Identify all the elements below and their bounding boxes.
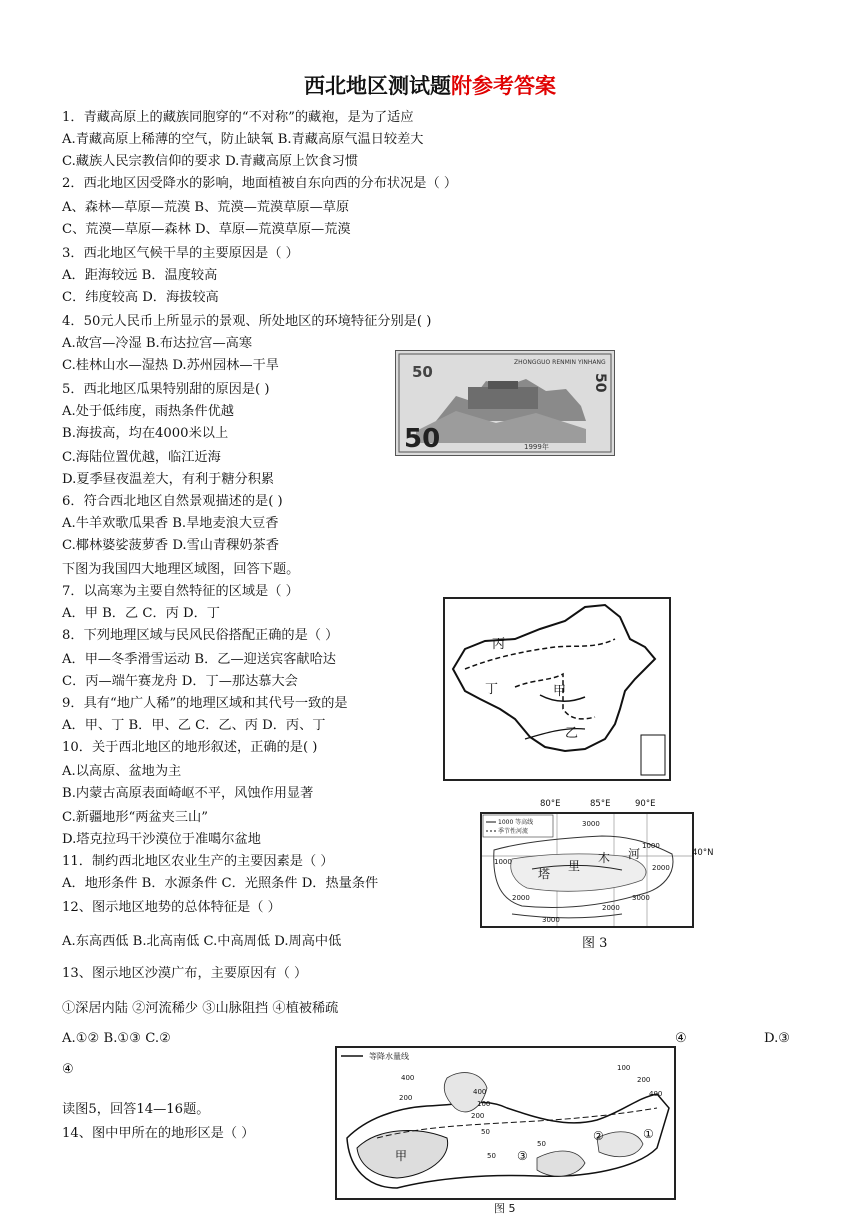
fig3-contour-label: 3000 [632,894,650,902]
banknote-header: ZHONGGUO RENMIN YINHANG [514,359,606,366]
fig5-marker-jia: 甲 [395,1149,408,1163]
question-line: A.牛羊欢歌瓜果香 B.旱地麦浪大豆香 [62,516,279,531]
question-line: C.桂林山水—湿热 D.苏州园林—干旱 [62,358,279,373]
q13-option-c-tail: ④ [675,1031,687,1046]
question-line: C.椰林婆娑菠萝香 D.雪山青稞奶茶香 [62,538,279,553]
region-label-jia: 甲 [553,684,567,699]
fig3-lon-label: 80°E [540,799,561,809]
question-line: C.海陆位置优越，临江近海 [62,450,221,465]
question-line: ①深居内陆 ②河流稀少 ③山脉阻挡 ④植被稀疏 [62,1001,339,1016]
question-line: B.内蒙古高原表面崎岖不平，风蚀作用显著 [62,786,314,801]
fig5-marker-2: ② [593,1129,604,1143]
fig5-isohyet-label: 200 [637,1076,651,1084]
banknote-year: 1999年 [524,443,549,451]
question-line: D.夏季昼夜温差大，有利于糖分积累 [62,472,275,487]
question-line: ④ [62,1062,74,1077]
fig3-contour-label: 2000 [602,904,620,912]
question-line: 8．下列地理区域与民风民俗搭配正确的是（ ） [62,628,339,643]
fig3-lon-label: 90°E [635,799,656,809]
fig5-isohyet-label: 100 [477,1100,491,1108]
question-line: A.①② B.①③ C.② [62,1031,171,1046]
question-line: 11．制约西北地区农业生产的主要因素是（ ） [62,854,334,869]
question-line: 9．具有“地广人稀”的地理区域和其代号一致的是 [62,696,348,711]
question-line: C.新疆地形“两盆夹三山” [62,810,208,825]
question-line: A.东高西低 B.北高南低 C.中高周低 D.周高中低 [62,934,342,949]
question-line: 5．西北地区瓜果特别甜的原因是( ) [62,382,270,397]
page-title [0,70,860,100]
region-label-bing: 丙 [492,637,506,652]
fig3-legend-contour: 1000 等高线 [498,819,534,826]
title-main: 西北地区测试题 [304,74,451,98]
region-label-yi: 乙 [565,726,579,741]
fig3-contour-label: 3000 [542,916,560,924]
fig5-isohyet-label: 50 [487,1152,496,1160]
figure-3-map [480,812,694,928]
question-line: A．甲、丁 B．甲、乙 C．乙、丙 D．丙、丁 [62,718,326,733]
fig3-legend-river: 季节性河流 [498,828,529,835]
fig3-lat-label: 40°N [692,848,714,858]
question-line: 7．以高寒为主要自然特征的区域是（ ） [62,584,299,599]
banknote-image [395,350,615,456]
question-line: A.故宫—冷湿 B.布达拉宫—高寒 [62,336,253,351]
fig5-isohyet-label: 50 [481,1128,490,1136]
question-line: 3．西北地区气候干旱的主要原因是（ ） [62,246,299,261]
fig3-place-char: 里 [568,859,581,873]
fig3-caption: 图 3 [582,936,608,951]
question-line: A.青藏高原上稀薄的空气，防止缺氧 B.青藏高原气温日较差大 [62,132,424,147]
title-accent: 附参考答案 [451,74,556,98]
fig5-isohyet-label: 400 [401,1074,415,1082]
fig3-place-char: 木 [598,851,611,865]
question-line: 12、图示地区地势的总体特征是（ ） [62,900,281,915]
fig3-contour-label: 2000 [652,864,670,872]
region-label-ding: 丁 [485,682,499,697]
banknote-denomination-side: 50 [592,373,608,393]
question-line: A．地形条件 B．水源条件 C．光照条件 D．热量条件 [62,876,379,891]
fig3-contour-label: 1000 [642,842,660,850]
question-line: 读图5，回答14—16题。 [62,1102,210,1117]
figure-5-map [335,1046,676,1200]
fig5-isohyet-label: 400 [473,1088,487,1096]
question-line: A、森林—草原—荒漠 B、荒漠—荒漠草原—草原 [62,200,350,215]
question-line: 13、图示地区沙漠广布，主要原因有（ ） [62,966,308,981]
question-line: A.处于低纬度，雨热条件优越 [62,404,234,419]
fig3-contour-label: 3000 [582,820,600,828]
fig5-legend: 等降水量线 [369,1052,409,1061]
question-line: B.海拔高，均在4000米以上 [62,426,229,441]
fig5-isohyet-label: 200 [471,1112,485,1120]
question-line: D.塔克拉玛干沙漠位于准噶尔盆地 [62,832,261,847]
fig5-marker-1: ① [643,1127,654,1141]
question-line: A．距海较远 B．温度较高 [62,268,218,283]
fig5-isohyet-label: 100 [617,1064,631,1072]
question-line: 10．关于西北地区的地形叙述，正确的是( ) [62,740,318,755]
question-line: 下图为我国四大地理区域图，回答下题。 [62,562,300,577]
fig3-place-char: 河 [628,847,641,861]
question-line: 2．西北地区因受降水的影响，地面植被自东向西的分布状况是（ ） [62,176,458,191]
question-line: 4．50元人民币上所显示的景观、所处地区的环境特征分别是( ) [62,314,432,329]
question-line: 6．符合西北地区自然景观描述的是( ) [62,494,283,509]
question-line: A．甲 B．乙 C．丙 D．丁 [62,606,220,621]
fig5-isohyet-label: 50 [537,1140,546,1148]
fig3-place-char: 塔 [538,867,551,881]
question-line: C．丙—端午赛龙舟 D．丁—那达慕大会 [62,674,298,689]
fig5-isohyet-label: 200 [399,1094,413,1102]
question-line: 1．青藏高原上的藏族同胞穿的“不对称”的藏袍，是为了适应 [62,110,414,125]
question-line: C、荒漠—草原—森林 D、草原—荒漠草原—荒漠 [62,222,351,237]
fig5-marker-3: ③ [517,1149,528,1163]
banknote-denomination-top: 50 [412,363,433,381]
fig3-contour-label: 2000 [512,894,530,902]
banknote-denomination-big: 50 [404,424,441,454]
q13-option-d: D.③ [764,1031,791,1046]
question-line: C.藏族人民宗教信仰的要求 D.青藏高原上饮食习惯 [62,154,359,169]
question-line: C．纬度较高 D．海拔较高 [62,290,219,305]
fig5-caption: 图 5 [494,1202,516,1215]
fig3-contour-label: 1000 [494,858,512,866]
fig5-isohyet-label: 400 [649,1090,663,1098]
question-line: A.以高原、盆地为主 [62,764,182,779]
fig3-lon-label: 85°E [590,799,611,809]
question-line: A．甲—冬季滑雪运动 B．乙—迎送宾客献哈达 [62,652,336,667]
question-line: 14、图中甲所在的地形区是（ ） [62,1126,255,1141]
china-regions-map [443,597,671,781]
